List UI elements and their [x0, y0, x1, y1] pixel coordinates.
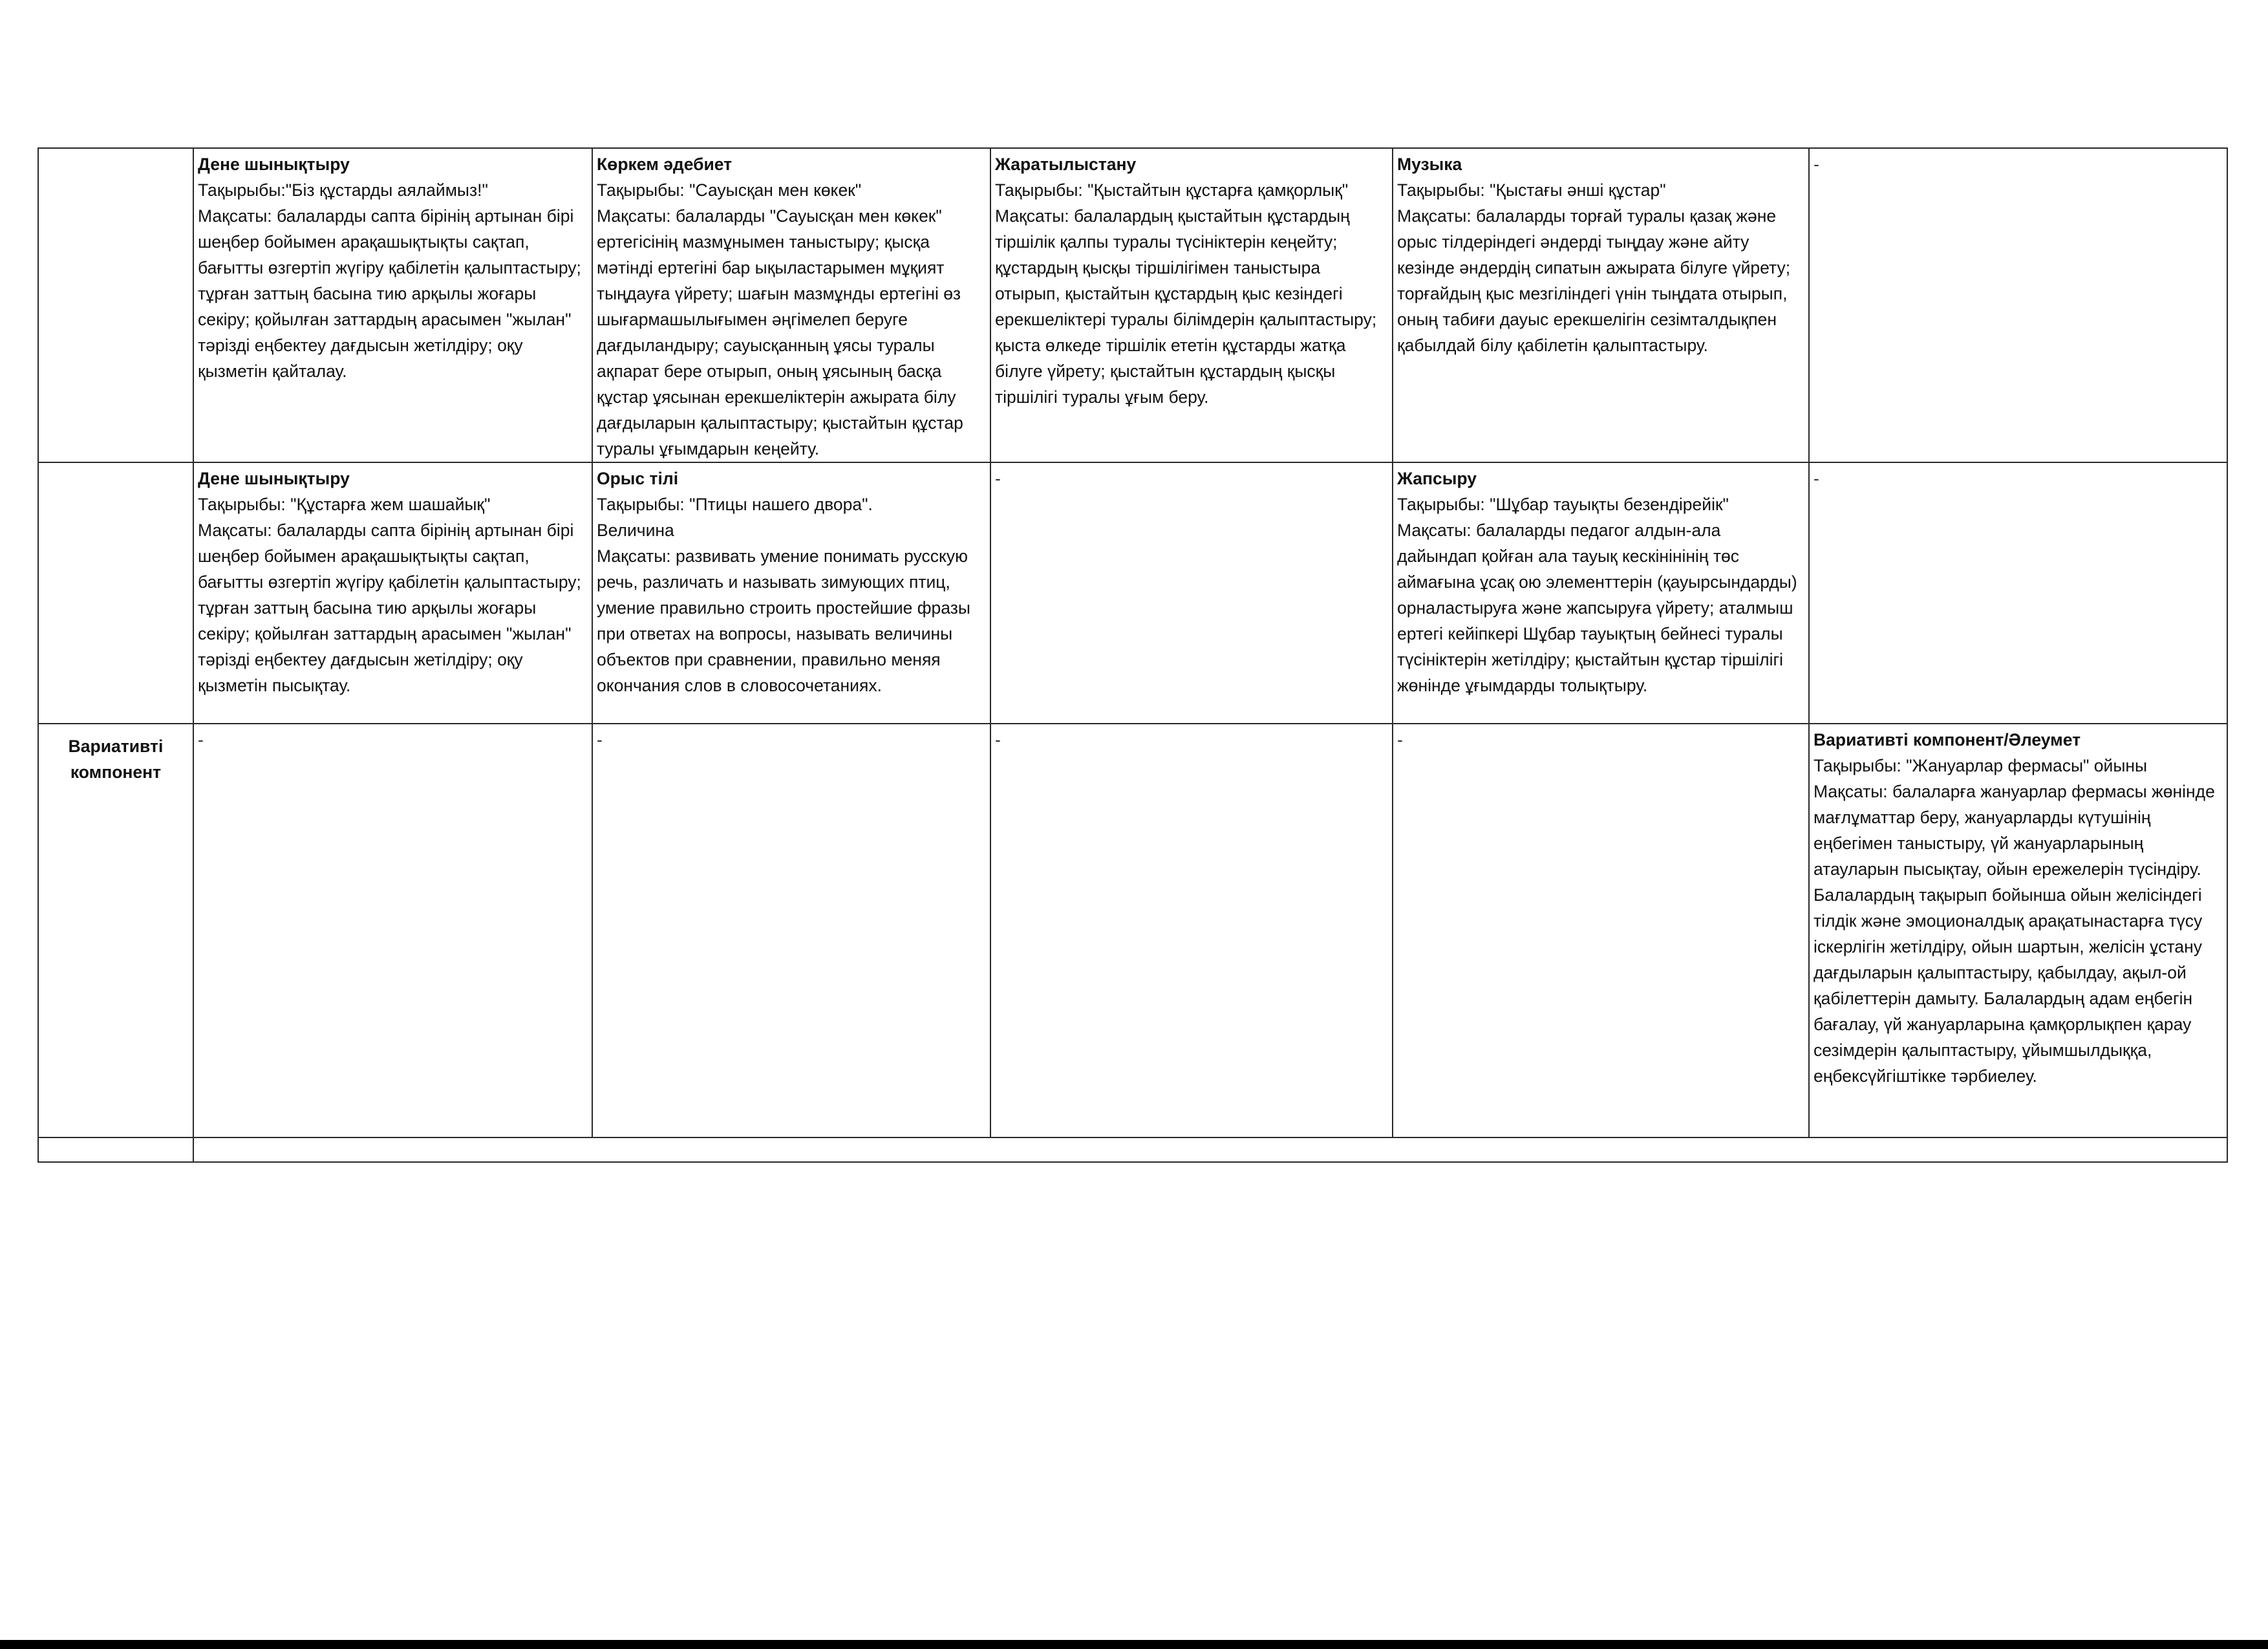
subject-heading: Көркем әдебиет	[597, 155, 733, 174]
topic-text: Тақырыбы: "Құстарға жем шашайық"	[198, 495, 491, 514]
table-cell	[193, 462, 592, 724]
goal-text: Мақсаты: балаларды торғай туралы қазақ және орыс тілдеріндегі әндерді тыңдау және айту кезінде әндердің сипатын ажырата білуге үйрету; торғайдың қыс мезгіліндегі үнін тыңдата отырып, оның табиғи дауыс ерекшелігін сезімталдықпен қабылдай білу қабілетін қалыптастыру.	[1397, 206, 1791, 355]
schedule-table	[37, 147, 2228, 1163]
table-cell	[1393, 724, 1809, 1137]
topic-text: Тақырыбы:"Біз құстарды аялаймыз!"	[198, 180, 488, 200]
table-cell	[592, 462, 990, 724]
table-row	[38, 462, 2227, 724]
table-row	[38, 148, 2227, 462]
table-cell	[990, 462, 1393, 724]
empty-dash: -	[995, 730, 1001, 749]
scan-edge-bar	[0, 1640, 2268, 1649]
empty-dash: -	[1813, 155, 1819, 174]
extra-text: Величина	[597, 521, 674, 540]
topic-text: Тақырыбы: "Жануарлар фермасы" ойыны	[1813, 756, 2148, 775]
row-label-cell	[38, 1137, 193, 1162]
goal-text: Мақсаты: балаларды педагог алдын-ала дайындап қойған ала тауық кескінінінің төс аймағына ұсақ ою элементтерін (қауырсындарды) орналастыруға және жапсыруға үйрету; аталмыш ертегі кейіпкері Шұбар тауықтың бейнесі туралы түсініктерін жетілдіру; қыстайтын құстар тіршілігі жөнінде ұғымдарды толықтыру.	[1397, 521, 1797, 695]
row-label-cell	[38, 462, 193, 724]
table-cell	[193, 1137, 2227, 1162]
topic-text: Тақырыбы: "Шұбар тауықты безендірейік"	[1397, 495, 1729, 514]
goal-text: Мақсаты: балаларды "Сауысқан мен көкек" ертегісінің мазмұнымен таныстыру; қысқа мәтінді ертегіні бар ықыластарымен мұқият тыңдауға үйрету; шағын мазмұнды ертегіні өз шығармашылығымен әңгімелеп беруге дағдыландыру; сауысқанның ұясы туралы ақпарат бере отырып, оның ұясының басқа құстар ұясынан ерекшеліктерін ажырата білу дағдыларын қалыптастыру; қыстайтын құстар туралы ұғымдарын кеңейту.	[597, 206, 963, 458]
goal-text: Мақсаты: развивать умение понимать русскую речь, различать и называть зимующих птиц, умение правильно строить простейшие фразы при ответах на вопросы, называть величины объектов при сравнении, правильно меняя окончания слов в словосочетаниях.	[597, 546, 970, 695]
table-cell	[990, 148, 1393, 462]
topic-text: Тақырыбы: "Птицы нашего двора".	[597, 495, 873, 514]
table-cell	[193, 724, 592, 1137]
table-cell	[592, 148, 990, 462]
subject-heading: Жапсыру	[1397, 469, 1477, 488]
empty-dash: -	[1397, 730, 1403, 749]
table-cell	[1809, 462, 2227, 724]
topic-text: Тақырыбы: "Қыстағы әнші құстар"	[1397, 180, 1666, 200]
goal-text: Мақсаты: балалардың қыстайтын құстардың тіршілік қалпы туралы түсініктерін кеңейту; құстардың қысқы тіршілігімен таныстыра отырып, қыстайтын құстардың қыс кезіндегі ерекшеліктері туралы білімдерін қалыптастыру; қыста өлкеде тіршілік ететін құстарды жатқа білуге үйрету; қыстайтын құстардың қысқы тіршілігі туралы ұғым беру.	[995, 206, 1377, 407]
table-cell	[1809, 148, 2227, 462]
table-cell	[990, 724, 1393, 1137]
empty-dash: -	[597, 730, 603, 749]
empty-dash: -	[995, 469, 1001, 488]
goal-text: Мақсаты: балаларға жануарлар фермасы жөнінде мағлұматтар беру, жануарларды күтушінің еңбегімен таныстыру, үй жануарларының атауларын пысықтау, ойын ережелерін түсіндіру. Балалардың тақырып бойынша ойын желісіндегі тілдік және эмоционалдық арақатынастарға түсу іскерлігін жетілдіру, ойын шартын, желісін ұстану дағдыларын қалыптастыру, қабылдау, ақыл-ой қабілеттерін дамыту. Балалардың адам еңбегін бағалау, үй жануарларына қамқорлықпен қарау сезімдерін қалыптастыру, ұйымшылдыққа, еңбексүйгіштікке тәрбиелеу.	[1813, 782, 2215, 1086]
subject-heading: Орыс тілі	[597, 469, 679, 488]
subject-heading: Вариативті компонент/Әлеумет	[1813, 730, 2081, 749]
subject-heading: Дене шынықтыру	[198, 155, 350, 174]
topic-text: Тақырыбы: "Қыстайтын құстарға қамқорлық"	[995, 180, 1349, 200]
subject-heading: Музыка	[1397, 155, 1462, 174]
goal-text: Мақсаты: балаларды сапта бірінің артынан бірі шеңбер бойымен арақашықтықты сақтап, бағытты өзгертіп жүгіру қабілетін қалыптастыру; тұрған заттың басына тию арқылы жоғары секіру; қойылған заттардың арасымен "жылан" тәрізді еңбектеу дағдысын жетілдіру; оқу қызметін қайталау.	[198, 206, 581, 381]
row-label-cell	[38, 148, 193, 462]
table-cell	[1393, 462, 1809, 724]
table-cell	[1393, 148, 1809, 462]
table-row	[38, 724, 2227, 1137]
empty-dash: -	[1813, 469, 1819, 488]
table-cell	[193, 148, 592, 462]
table-cell	[1809, 724, 2227, 1137]
empty-dash: -	[198, 730, 204, 749]
subject-heading: Дене шынықтыру	[198, 469, 350, 488]
subject-heading: Жаратылыстану	[995, 155, 1137, 174]
row-label-cell: Вариативті компонент	[38, 724, 193, 1137]
table-row	[38, 1137, 2227, 1162]
topic-text: Тақырыбы: "Сауысқан мен көкек"	[597, 180, 862, 200]
goal-text: Мақсаты: балаларды сапта бірінің артынан бірі шеңбер бойымен арақашықтықты сақтап, бағытты өзгертіп жүгіру қабілетін қалыптастыру; тұрған заттың басына тию арқылы жоғары секіру; қойылған заттардың арасымен "жылан" тәрізді еңбектеу дағдысын жетілдіру; оқу қызметін пысықтау.	[198, 521, 581, 695]
table-cell	[592, 724, 990, 1137]
